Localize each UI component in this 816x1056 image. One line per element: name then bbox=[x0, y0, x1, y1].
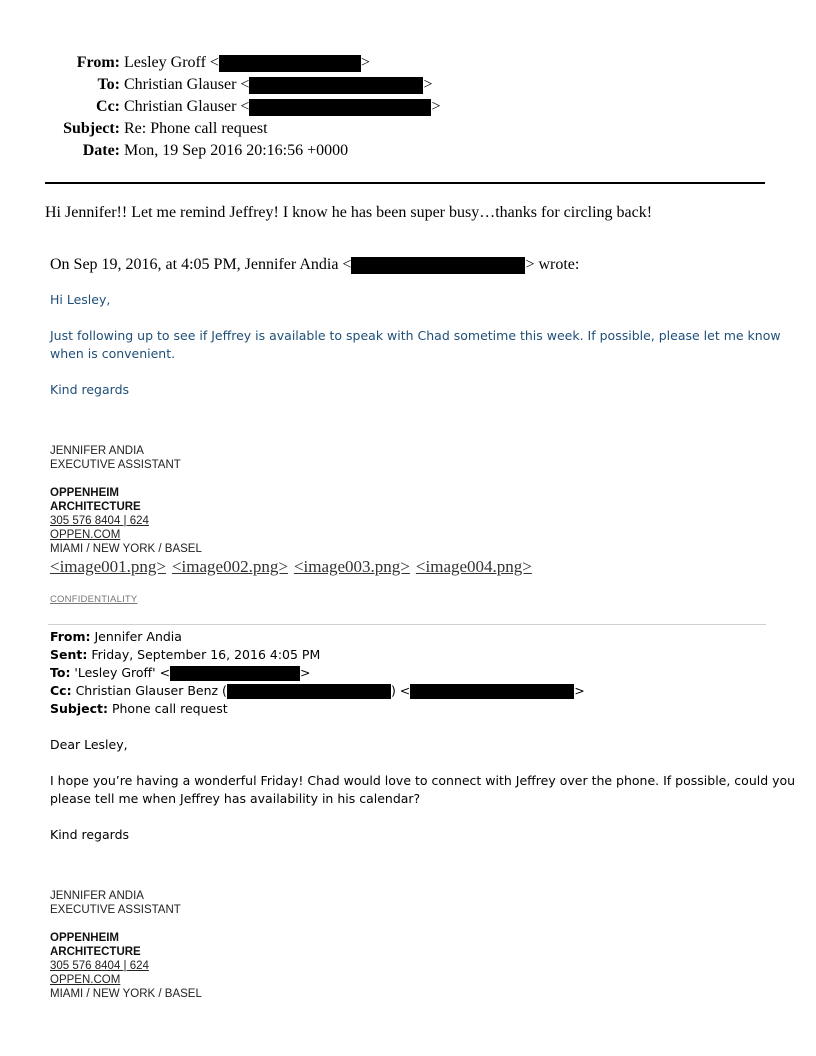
close-bracket: > bbox=[300, 665, 311, 680]
fwd-sent-row bbox=[50, 646, 585, 664]
signature bbox=[50, 444, 202, 556]
redaction-box bbox=[219, 55, 361, 72]
close-bracket: > bbox=[574, 683, 585, 698]
fwd-sent-value: Friday, September 16, 2016 4:05 PM bbox=[87, 647, 321, 662]
signature-website-link[interactable]: OPPEN.COM bbox=[50, 529, 121, 541]
quote-intro-wrote: > wrote: bbox=[525, 256, 580, 273]
fwd-greeting: Dear Lesley, bbox=[50, 737, 128, 752]
fwd-cc-mid: ) < bbox=[390, 683, 411, 698]
signature-company-1: OPPENHEIM bbox=[50, 932, 120, 944]
fwd-cc-row bbox=[50, 682, 585, 700]
signature-website-link[interactable]: OPPEN.COM bbox=[50, 974, 121, 986]
fwd-closing: Kind regards bbox=[50, 827, 130, 842]
signature-company-1: OPPENHEIM bbox=[50, 487, 120, 499]
date-value: Mon, 19 Sep 2016 20:16:56 +0000 bbox=[124, 142, 349, 159]
from-name: Lesley Groff < bbox=[124, 54, 219, 71]
redaction-box bbox=[249, 99, 431, 116]
signature-locations: MIAMI / NEW YORK / BASEL bbox=[50, 988, 202, 1000]
quote-intro bbox=[50, 256, 579, 274]
signature-name: JENNIFER ANDIA bbox=[50, 890, 144, 902]
signature-name: JENNIFER ANDIA bbox=[50, 445, 144, 457]
attachment-links bbox=[50, 557, 538, 577]
redaction-box bbox=[249, 77, 423, 94]
close-bracket: > bbox=[360, 54, 370, 71]
redaction-box bbox=[410, 684, 574, 699]
from-value bbox=[124, 53, 370, 73]
signature-title: EXECUTIVE ASSISTANT bbox=[50, 459, 181, 471]
fwd-subject-row bbox=[50, 700, 585, 718]
close-bracket: > bbox=[423, 76, 433, 93]
from-label: From: bbox=[76, 54, 120, 71]
quote-intro-text: On Sep 19, 2016, at 4:05 PM, Jennifer Andia < bbox=[50, 256, 352, 273]
fwd-to-value: 'Lesley Groff' < bbox=[70, 665, 171, 680]
fwd-subject-label: Subject: bbox=[50, 701, 108, 716]
signature-company-2: ARCHITECTURE bbox=[50, 501, 141, 513]
attachment-link[interactable]: <image004.png> bbox=[415, 557, 532, 576]
header-divider bbox=[45, 182, 765, 184]
subject-value: Re: Phone call request bbox=[124, 120, 268, 137]
cc-name: Christian Glauser < bbox=[124, 98, 250, 115]
close-bracket: > bbox=[431, 98, 441, 115]
quoted-closing: Kind regards bbox=[50, 382, 130, 397]
fwd-to-row bbox=[50, 664, 585, 682]
to-name: Christian Glauser < bbox=[124, 76, 250, 93]
signature bbox=[50, 889, 202, 1001]
signature-title: EXECUTIVE ASSISTANT bbox=[50, 904, 181, 916]
fwd-cc-label: Cc: bbox=[50, 683, 72, 698]
fwd-sent-label: Sent: bbox=[50, 647, 88, 662]
to-value bbox=[124, 75, 432, 95]
signature-locations: MIAMI / NEW YORK / BASEL bbox=[50, 543, 202, 555]
redaction-box bbox=[170, 666, 300, 681]
forward-divider bbox=[48, 624, 766, 625]
signature-phone-link[interactable]: 305 576 8404 | 624 bbox=[50, 515, 149, 527]
signature-phone-link[interactable]: 305 576 8404 | 624 bbox=[50, 960, 149, 972]
redaction-box bbox=[227, 684, 391, 699]
quoted-greeting: Hi Lesley, bbox=[50, 292, 111, 307]
cc-label: Cc: bbox=[96, 98, 120, 115]
fwd-cc-value: Christian Glauser Benz ( bbox=[71, 683, 227, 698]
signature-company-2: ARCHITECTURE bbox=[50, 946, 141, 958]
confidentiality-link[interactable]: CONFIDENTIALITY bbox=[50, 594, 138, 605]
subject-label: Subject: bbox=[63, 120, 120, 137]
attachment-link[interactable]: <image002.png> bbox=[171, 557, 288, 576]
forwarded-header bbox=[50, 628, 585, 718]
fwd-body-line-1: I hope you’re having a wonderful Friday! Chad would love to connect with Jeffrey over the phone. If possible, could you bbox=[50, 773, 796, 788]
fwd-to-label: To: bbox=[50, 665, 71, 680]
cc-value bbox=[124, 97, 440, 117]
fwd-from-row bbox=[50, 628, 585, 646]
quoted-body-line-1: Just following up to see if Jeffrey is available to speak with Chad sometime this week. If possible, please let me know bbox=[50, 328, 781, 343]
reply-body: Hi Jennifer!! Let me remind Jeffrey! I know he has been super busy…thanks for circling back! bbox=[45, 204, 653, 221]
fwd-body-line-2: please tell me when Jeffrey has availability in his calendar? bbox=[50, 791, 421, 806]
fwd-subject-value: Phone call request bbox=[108, 701, 228, 716]
fwd-from-value: Jennifer Andia bbox=[90, 629, 182, 644]
attachment-link[interactable]: <image003.png> bbox=[293, 557, 410, 576]
quoted-body-line-2: when is convenient. bbox=[50, 346, 176, 361]
redaction-box bbox=[351, 257, 525, 274]
to-label: To: bbox=[97, 76, 120, 93]
attachment-link[interactable]: <image001.png> bbox=[50, 557, 166, 576]
date-label: Date: bbox=[82, 142, 120, 159]
fwd-from-label: From: bbox=[50, 629, 91, 644]
